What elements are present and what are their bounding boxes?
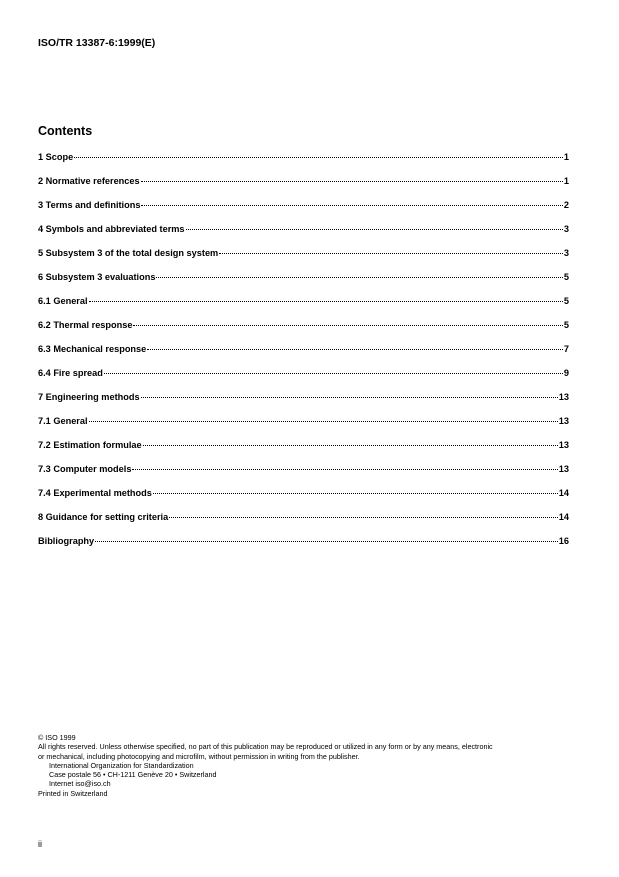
toc-entry[interactable] <box>38 200 569 224</box>
document-header: ISO/TR 13387-6:1999(E) <box>38 37 156 49</box>
toc-entry-label: Bibliography <box>38 536 95 546</box>
toc-entry[interactable] <box>38 176 569 200</box>
toc-entry-label: 6.3 Mechanical response <box>38 344 147 354</box>
rights-statement-line-1: All rights reserved. Unless otherwise specified, no part of this publication may be reproduced or utilized in any form or by any means, electronic <box>38 742 493 752</box>
toc-entry-page: 13 <box>558 464 569 474</box>
toc-entry-label: 6.2 Thermal response <box>38 320 133 330</box>
printed-in: Printed in Switzerland <box>38 788 108 798</box>
toc-entry-label: 7.3 Computer models <box>38 464 132 474</box>
organization-name: International Organization for Standardization <box>49 760 194 770</box>
toc-entry-page: 5 <box>563 272 569 282</box>
toc-entry[interactable] <box>38 464 569 488</box>
toc-dot-leader <box>147 349 563 350</box>
toc-entry-label: 1 Scope <box>38 152 74 162</box>
toc-entry[interactable] <box>38 272 569 296</box>
toc-entry-page: 14 <box>558 512 569 522</box>
toc-entry-page: 1 <box>563 152 569 162</box>
toc-entry-page: 16 <box>558 536 569 546</box>
toc-dot-leader <box>89 421 558 422</box>
toc-dot-leader <box>133 325 562 326</box>
toc-entry-page: 7 <box>563 344 569 354</box>
toc-dot-leader <box>74 157 563 158</box>
toc-dot-leader <box>132 469 557 470</box>
toc-entry-label: 7 Engineering methods <box>38 392 140 402</box>
table-of-contents <box>38 152 569 560</box>
toc-dot-leader <box>141 205 562 206</box>
toc-entry-label: 2 Normative references <box>38 176 140 186</box>
toc-entry-label: 7.4 Experimental methods <box>38 488 152 498</box>
toc-entry-page: 2 <box>563 200 569 210</box>
toc-entry[interactable] <box>38 488 569 512</box>
toc-entry-page: 13 <box>558 392 569 402</box>
toc-dot-leader <box>169 517 558 518</box>
toc-entry-label: 3 Terms and definitions <box>38 200 141 210</box>
toc-dot-leader <box>89 301 563 302</box>
toc-entry-page: 1 <box>563 176 569 186</box>
toc-entry[interactable] <box>38 416 569 440</box>
toc-dot-leader <box>186 229 563 230</box>
toc-dot-leader <box>219 253 563 254</box>
rights-statement-line-2: or mechanical, including photocopying and microfilm, without permission in writing from the publisher. <box>38 751 360 761</box>
toc-entry-label: 5 Subsystem 3 of the total design system <box>38 248 219 258</box>
toc-entry-label: 4 Symbols and abbreviated terms <box>38 224 185 234</box>
toc-entry-label: 8 Guidance for setting criteria <box>38 512 169 522</box>
toc-dot-leader <box>141 397 558 398</box>
toc-entry-page: 14 <box>558 488 569 498</box>
toc-entry-page: 3 <box>563 248 569 258</box>
toc-entry[interactable] <box>38 152 569 176</box>
toc-entry[interactable] <box>38 296 569 320</box>
toc-dot-leader <box>156 277 562 278</box>
toc-entry[interactable] <box>38 440 569 464</box>
toc-dot-leader <box>153 493 558 494</box>
copyright-notice: © ISO 1999 <box>38 733 76 742</box>
toc-entry[interactable] <box>38 248 569 272</box>
toc-dot-leader <box>141 181 563 182</box>
toc-entry-label: 6 Subsystem 3 evaluations <box>38 272 156 282</box>
copyright-block <box>38 733 578 798</box>
toc-entry-page: 9 <box>563 368 569 378</box>
toc-entry-label: 7.2 Estimation formulae <box>38 440 142 450</box>
toc-entry[interactable] <box>38 224 569 248</box>
toc-entry[interactable] <box>38 344 569 368</box>
toc-entry[interactable] <box>38 320 569 344</box>
toc-dot-leader <box>143 445 558 446</box>
page-number: ii <box>38 839 42 849</box>
toc-dot-leader <box>95 541 558 542</box>
toc-entry-label: 7.1 General <box>38 416 88 426</box>
contents-title: Contents <box>38 124 93 138</box>
toc-entry[interactable] <box>38 536 569 560</box>
toc-entry-page: 3 <box>563 224 569 234</box>
toc-entry-page: 13 <box>558 440 569 450</box>
toc-entry[interactable] <box>38 512 569 536</box>
toc-entry-label: 6.4 Fire spread <box>38 368 103 378</box>
organization-internet: Internet iso@iso.ch <box>49 779 111 789</box>
organization-address: Case postale 56 • CH-1211 Genève 20 • Switzerland <box>49 770 217 780</box>
toc-entry-page: 5 <box>563 296 569 306</box>
toc-dot-leader <box>104 373 563 374</box>
toc-entry-page: 13 <box>558 416 569 426</box>
toc-entry-label: 6.1 General <box>38 296 88 306</box>
toc-entry[interactable] <box>38 392 569 416</box>
toc-entry-page: 5 <box>563 320 569 330</box>
toc-entry[interactable] <box>38 368 569 392</box>
